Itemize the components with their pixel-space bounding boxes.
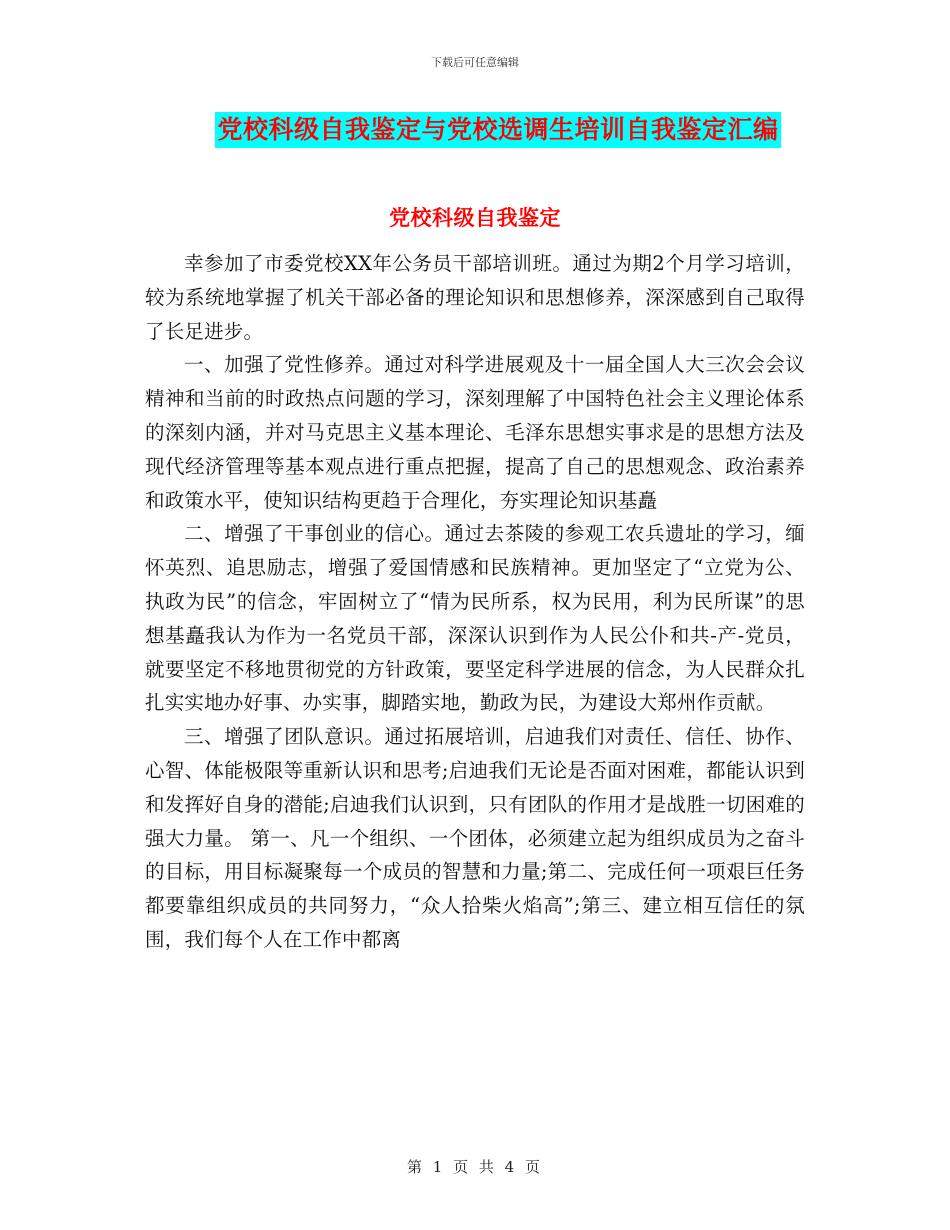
paragraph-section-3: 三、增强了团队意识。通过拓展培训，启迪我们对责任、信任、协作、心智、体能极限等重新认识和思考;启迪我们无论是否面对困难，都能认识到和发挥好自身的潜能;启迪我们认识到，只有团队的作用才是战胜一切困难的强大力量。 第一、凡一个组织、一个团体，必须建立起为组织成员为之奋斗的目标，用目标凝聚每一个成员的智慧和力量;第二、完成任何一项艰巨任务都要靠组织成员的共同努力，“众人拾柴火焰高”;第三、建立相互信任的氛围，我们每个人在工作中都离 bbox=[145, 725, 805, 951]
paragraph-intro: 幸参加了市委党校XX年公务员干部培训班。通过为期2个月学习培训，较为系统地掌握了机关干部必备的理论知识和思想修养，深深感到自己取得了长足进步。 bbox=[145, 252, 805, 343]
paragraph-section-1: 一、加强了党性修养。通过对科学进展观及十一届全国人大三次会会议精神和当前的时政热点问题的学习，深刻理解了中国特色社会主义理论体系的深刻内涵，并对马克思主义基本理论、毛泽东思想实事求是的思想方法及现代经济管理等基本观点进行重点把握，提高了自己的思想观念、政治素养和政策水平，使知识结构更趋于合理化，夯实理论知识基矗 bbox=[145, 353, 805, 512]
sub-title: 党校科级自我鉴定 bbox=[389, 205, 561, 230]
document-body bbox=[145, 247, 805, 957]
page-number-footer: 第 1 页 共 4 页 bbox=[407, 1158, 543, 1176]
paragraph-section-2: 二、增强了干事创业的信心。通过去茶陵的参观工农兵遗址的学习，缅怀英烈、追思励志，增强了爱国情感和民族精神。更加坚定了“立党为公、执政为民”的信念，牢固树立了“情为民所系，权为民用，利为民所谋”的思想基矗我认为作为一名党员干部，深深认识到作为人民公仆和共-产-党员，就要坚定不移地贯彻党的方针政策，要坚定科学进展的信念，为人民群众扎扎实实地办好事、办实事，脚踏实地，勤政为民，为建设大郑州作贡献。 bbox=[145, 522, 805, 715]
main-title: 党校科级自我鉴定与党校选调生培训自我鉴定汇编 bbox=[215, 112, 780, 148]
page-header-note: 下载后可任意编辑 bbox=[431, 56, 519, 69]
main-title-container bbox=[0, 112, 950, 148]
